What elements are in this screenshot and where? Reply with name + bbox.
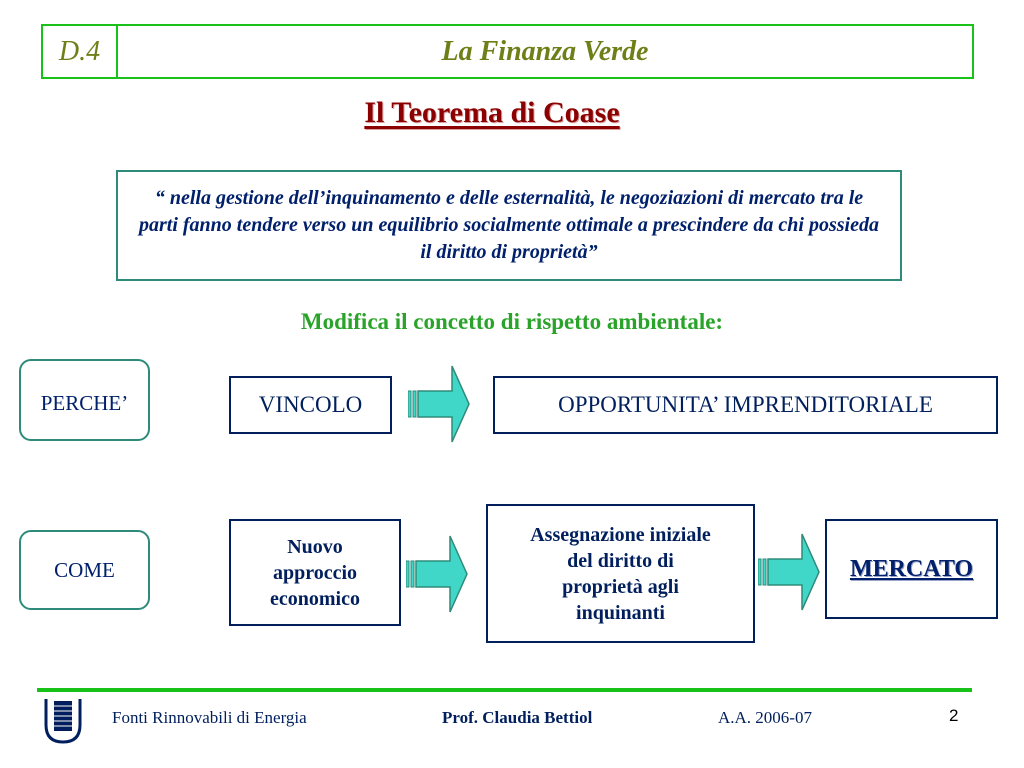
subtitle: Modifica il concetto di rispetto ambientale: [300,309,724,334]
footer-professor: Prof. Claudia Bettiol [442,708,593,727]
vincolo-box [229,376,392,434]
mercato-box [825,519,998,619]
assegnazione-line: Assegnazione iniziale [530,523,711,546]
mercato-label: MERCATO [849,555,974,582]
opportunita-label: OPPORTUNITA’ IMPRENDITORIALE [558,392,933,417]
perche-label: PERCHE’ [40,391,129,415]
assegnazione-line: inquinanti [576,601,665,624]
assegnazione-line: del diritto di [567,549,674,572]
perche-label-box [19,359,150,441]
quote-box [116,170,902,281]
footer-academic-year: A.A. 2006-07 [718,708,812,727]
footer-divider [37,688,972,692]
header-title: La Finanza Verde [441,35,649,67]
nuovo-line: economico [270,587,360,610]
nuovo-line: Nuovo [287,535,343,558]
quote-text: “ nella gestione dell’inquinamento e delle esternalità, le negoziazioni di mercato tra le parti fanno tendere verso un equilibrio socialmente ottimale a prescindere da chi possieda il diritto di proprietà” [139,187,879,263]
come-label-box [19,530,150,610]
university-logo-icon [42,697,84,745]
block-arrow-right-icon [406,534,468,614]
footer-course: Fonti Rinnovabili di Energia [112,708,307,727]
opportunita-box [493,376,998,434]
block-arrow-right-icon [408,364,470,444]
come-label: COME [54,557,115,582]
assegnazione-box [486,504,755,643]
section-code: D.4 [43,26,118,77]
nuovo-line: approccio [272,561,358,584]
slide-title: Il Teorema di Coase [364,96,620,129]
page-number: 2 [949,706,959,725]
block-arrow-right-icon [758,532,820,612]
assegnazione-line: proprietà agli [562,575,679,598]
nuovo-approccio-box [229,519,401,626]
vincolo-label: VINCOLO [258,392,363,417]
